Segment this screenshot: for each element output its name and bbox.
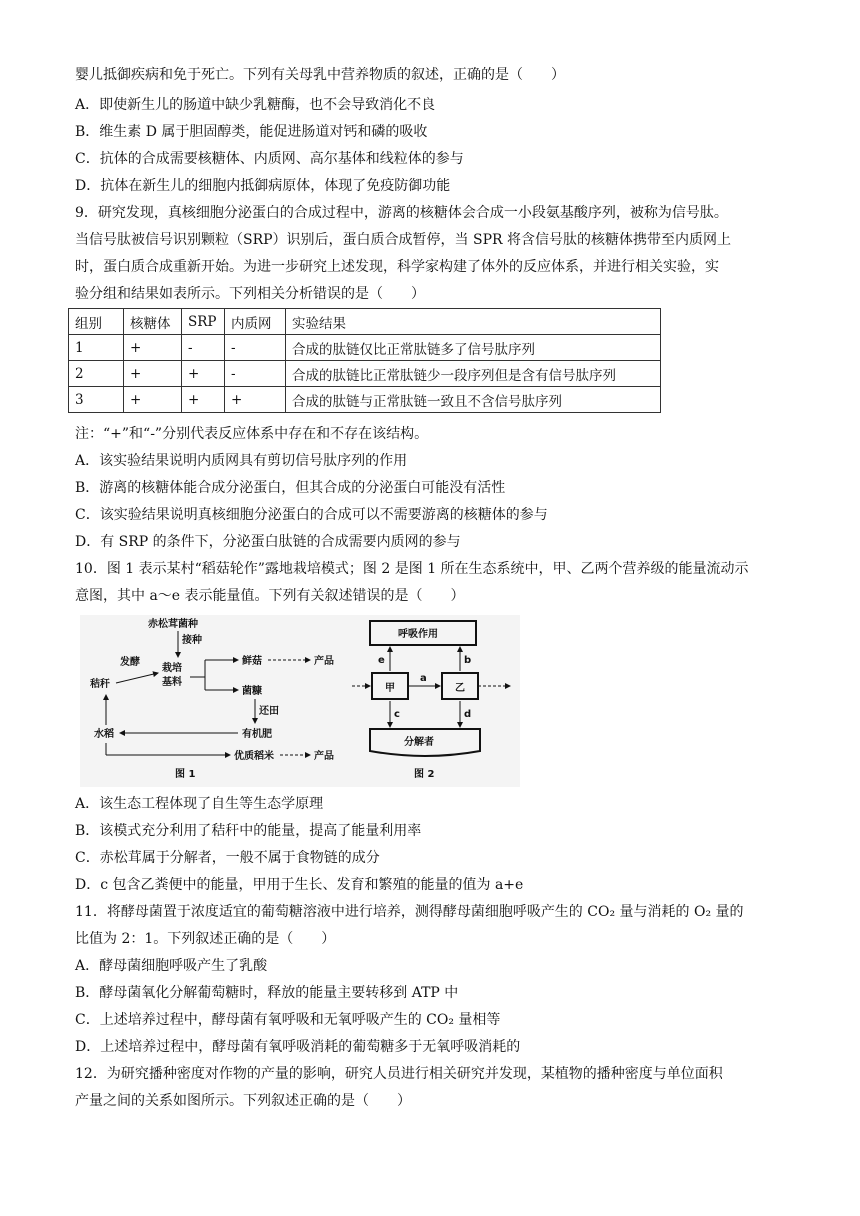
q9-stem-line2: 当信号肽被信号识别颗粒（SRP）识别后，蛋白质合成暂停，当 SPR 将含信号肽的核糖体携带至内质网上 (75, 232, 732, 248)
fig2-level-jia: 甲 (385, 683, 395, 694)
table-cell: + (124, 361, 182, 387)
fig1-spent-substrate: 菌糠 (242, 686, 262, 697)
fig1-inoculate-label: 接种 (182, 635, 202, 646)
table-row (69, 387, 661, 413)
q8-option-b: B．维生素 D 属于胆固醇类，能促进肠道对钙和磷的吸收 (75, 124, 428, 140)
table-cell: - (182, 335, 225, 361)
q12-stem-line2: 产量之间的关系如图所示。下列叙述正确的是（ ） (75, 1093, 411, 1109)
fig1-product-2: 产品 (314, 751, 334, 762)
q8-option-c: C．抗体的合成需要核糖体、内质网、高尔基体和线粒体的参与 (75, 151, 464, 167)
fig1-substrate-line2: 基料 (162, 677, 182, 688)
experiment-table (68, 308, 661, 413)
q9-stem-line4: 验分组和结果如表所示。下列相关分析错误的是（ ） (75, 286, 425, 302)
table-cell: 合成的肽链仅比正常肽链多了信号肽序列 (286, 335, 661, 361)
fig1-organic-fertilizer: 有机肥 (242, 729, 272, 740)
fig1-product-1: 产品 (314, 656, 334, 667)
fig2-caption: 图 2 (414, 769, 435, 780)
q8-option-d: D．抗体在新生儿的细胞内抵御病原体，体现了免疫防御功能 (75, 178, 451, 194)
fig2-label-b: b (464, 655, 472, 666)
table-cell: 合成的肽链比正常肽链少一段序列但是含有信号肽序列 (286, 361, 661, 387)
table-row (69, 335, 661, 361)
table-header-row (69, 309, 661, 335)
fig2-respiration: 呼吸作用 (398, 629, 438, 640)
table-header: 核糖体 (124, 309, 182, 335)
table-cell: + (124, 335, 182, 361)
table-row (69, 361, 661, 387)
fig1-straw: 秸秆 (90, 679, 110, 690)
q8-stem-tail: 婴儿抵御疾病和免于死亡。下列有关母乳中营养物质的叙述，正确的是（ ） (75, 67, 565, 83)
q10-figure-svg (80, 615, 520, 787)
table-cell: + (182, 361, 225, 387)
q10-option-a: A．该生态工程体现了自生等生态学原理 (75, 796, 324, 812)
table-cell: + (124, 387, 182, 413)
q9-stem-line3: 时，蛋白质合成重新开始。为进一步研究上述发现，科学家构建了体外的反应体系，并进行相关实验，实 (75, 259, 719, 275)
q10-stem-line1: 10．图 1 表示某村“稻菇轮作”露地栽培模式；图 2 是图 1 所在生态系统中，甲、乙两个营养级的能量流动示 (75, 561, 749, 577)
table-cell: + (225, 387, 286, 413)
fig2-decomposer: 分解者 (404, 737, 434, 748)
fig1-quality-rice: 优质稻米 (234, 751, 274, 762)
q10-figures (80, 615, 520, 787)
q10-option-d: D．c 包含乙粪便中的能量，甲用于生长、发育和繁殖的能量的值为 a+e (75, 877, 524, 893)
q12-stem-line1: 12．为研究播种密度对作物的产量的影响，研究人员进行相关研究并发现，某植物的播种密度与单位面积 (75, 1066, 723, 1082)
fig1-caption: 图 1 (175, 769, 196, 780)
q9-option-d: D．有 SRP 的条件下，分泌蛋白肽链的合成需要内质网的参与 (75, 534, 461, 550)
q11-stem-line2: 比值为 2：1。下列叙述正确的是（ ） (75, 931, 336, 947)
q8-option-a: A．即使新生儿的肠道中缺少乳糖酶，也不会导致消化不良 (75, 97, 436, 113)
table-header: 组别 (69, 309, 124, 335)
q11-option-c: C．上述培养过程中，酵母菌有氧呼吸和无氧呼吸产生的 CO₂ 量相等 (75, 1012, 501, 1028)
fig2-label-a: a (420, 673, 427, 684)
q11-option-b: B．酵母菌氧化分解葡萄糖时，释放的能量主要转移到 ATP 中 (75, 985, 459, 1001)
q11-option-a: A．酵母菌细胞呼吸产生了乳酸 (75, 958, 268, 974)
fig1-ferment-label: 发酵 (120, 657, 140, 668)
table-header: SRP (182, 309, 225, 335)
q9-option-b: B．游离的核糖体能合成分泌蛋白，但其合成的分泌蛋白可能没有活性 (75, 480, 506, 496)
q9-option-c: C．该实验结果说明真核细胞分泌蛋白的合成可以不需要游离的核糖体的参与 (75, 507, 548, 523)
fig1-rice-plant: 水稻 (94, 729, 114, 740)
q9-stem-line1: 9．研究发现，真核细胞分泌蛋白的合成过程中，游离的核糖体会合成一小段氨基酸序列，被称为信号肽。 (75, 205, 728, 221)
fig1-substrate-line1: 栽培 (162, 663, 182, 674)
table-cell: - (225, 361, 286, 387)
table-cell: 3 (69, 387, 124, 413)
q9-option-a: A．该实验结果说明内质网具有剪切信号肽序列的作用 (75, 453, 408, 469)
q10-option-b: B．该模式充分利用了秸秆中的能量，提高了能量利用率 (75, 823, 422, 839)
fig2-level-yi: 乙 (455, 683, 465, 694)
table-note: 注：“+”和“-”分别代表反应体系中存在和不存在该结构。 (75, 426, 429, 442)
table-header: 内质网 (225, 309, 286, 335)
q10-stem-line2: 意图，其中 a～e 表示能量值。下列有关叙述错误的是（ ） (75, 588, 465, 604)
fig1-mushroom-strain: 赤松茸菌种 (148, 619, 198, 630)
table-cell: 1 (69, 335, 124, 361)
table-header: 实验结果 (286, 309, 661, 335)
fig2-label-c: c (394, 709, 400, 720)
fig2-label-e: e (378, 655, 385, 666)
fig1-fresh-mushroom: 鲜菇 (242, 656, 262, 667)
q10-option-c: C．赤松茸属于分解者，一般不属于食物链的成分 (75, 850, 380, 866)
table-cell: - (225, 335, 286, 361)
q11-option-d: D．上述培养过程中，酵母菌有氧呼吸消耗的葡萄糖多于无氧呼吸消耗的 (75, 1039, 521, 1055)
fig1-return-field: 还田 (259, 706, 279, 717)
q11-stem-line1: 11．将酵母菌置于浓度适宜的葡萄糖溶液中进行培养，测得酵母菌细胞呼吸产生的 CO₂ 量与消耗的 O₂ 量的 (75, 904, 744, 920)
table-cell: + (182, 387, 225, 413)
fig2-label-d: d (464, 709, 472, 720)
table-cell: 合成的肽链与正常肽链一致且不含信号肽序列 (286, 387, 661, 413)
table-cell: 2 (69, 361, 124, 387)
